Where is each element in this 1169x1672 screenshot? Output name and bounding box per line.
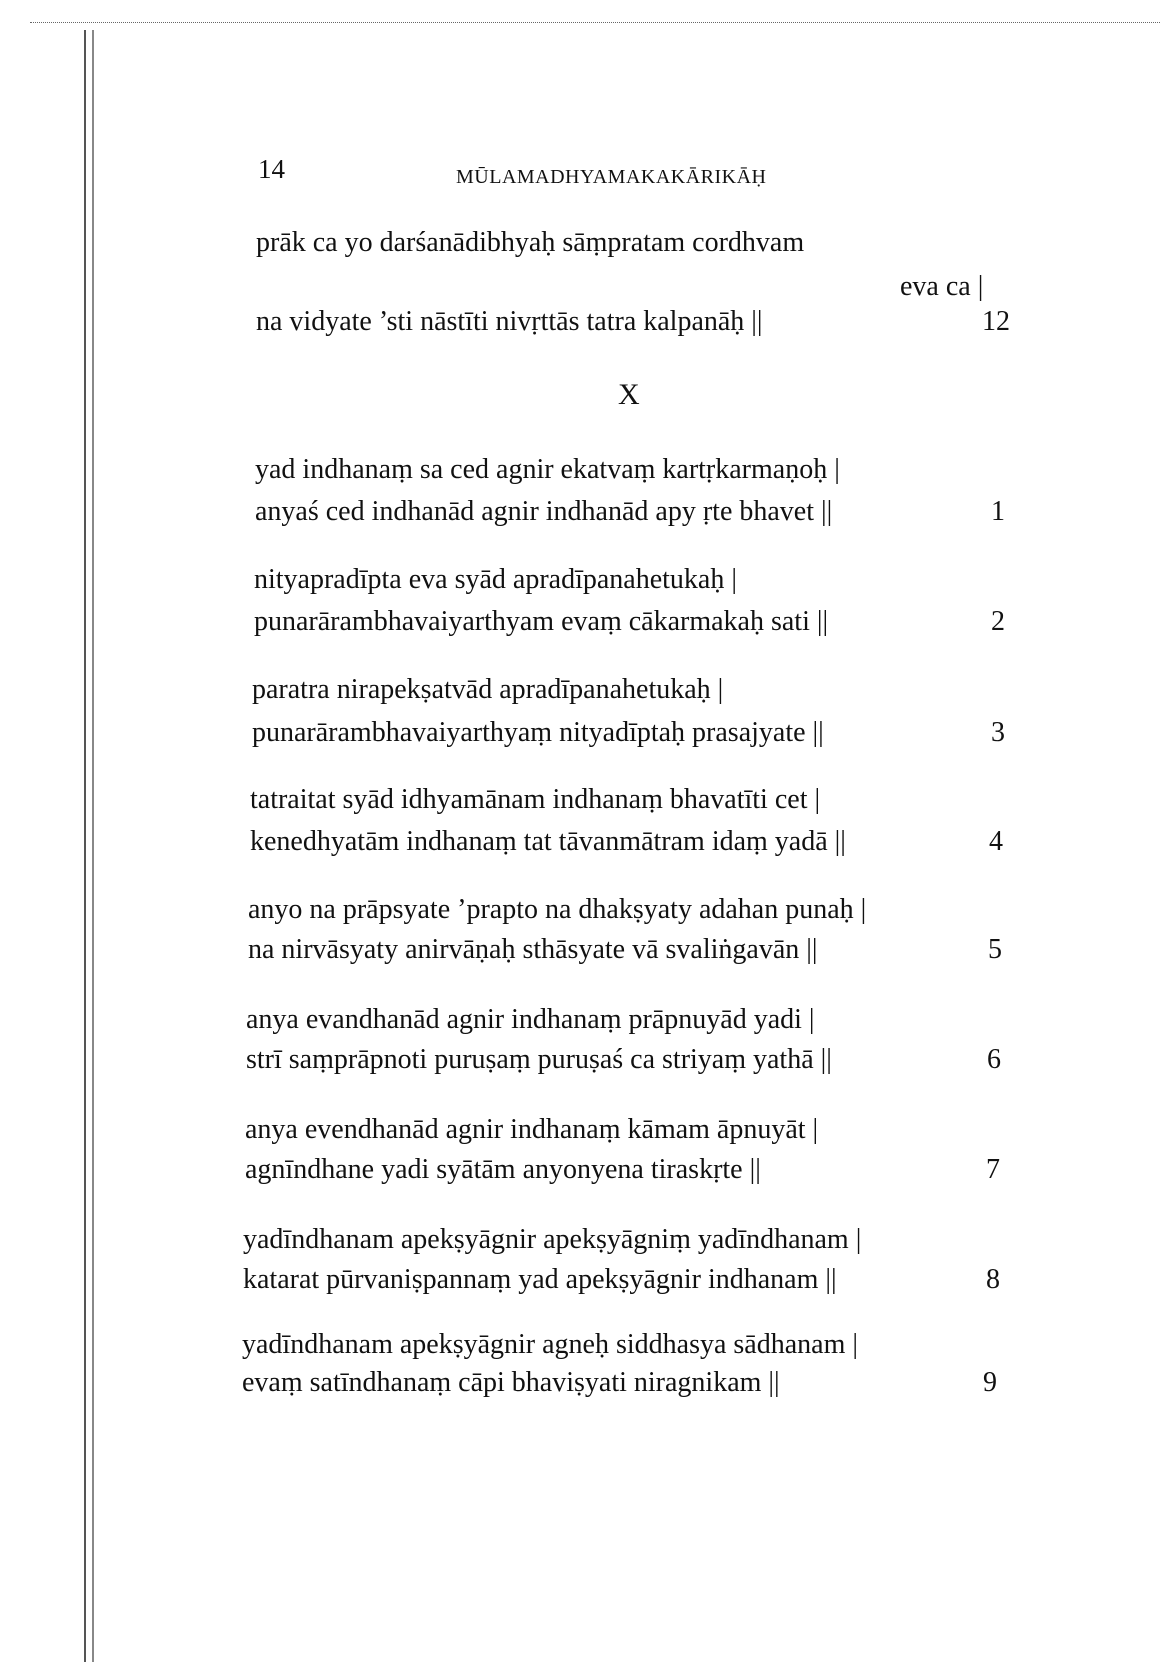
verse-number: 1 (991, 496, 1005, 527)
verse-line: katarat pūrvaniṣpannaṃ yad apekṣyāgnir indhanam || (243, 1264, 837, 1295)
verse-number: 9 (983, 1367, 997, 1398)
verse-line: strī saṃprāpnoti puruṣaṃ puruṣaś ca striyaṃ yathā || (246, 1044, 832, 1075)
verse-line: evaṃ satīndhanaṃ cāpi bhaviṣyati niragnikam || (242, 1367, 780, 1398)
verse-number: 4 (989, 826, 1003, 857)
verse-line: na vidyate ’sti nāstīti nivṛttās tatra kalpanāḥ || (256, 306, 763, 337)
verse-number: 6 (987, 1044, 1001, 1075)
page-number: 14 (258, 154, 285, 184)
verse-number: 8 (986, 1264, 1000, 1295)
chapter-heading: X (618, 378, 640, 411)
verse-line: paratra nirapekṣatvād apradīpanahetukaḥ | (252, 674, 724, 705)
verse-line: punarārambhavaiyarthyaṃ nityadīptaḥ prasajyate || (252, 717, 824, 748)
scan-margin-line (92, 30, 94, 1662)
verse-line: yad indhanaṃ sa ced agnir ekatvaṃ kartṛkarmaṇoḥ | (255, 454, 840, 485)
verse-line: kenedhyatām indhanaṃ tat tāvanmātram idaṃ yadā || (250, 826, 846, 857)
scan-margin-line (84, 30, 86, 1662)
verse-number: 3 (991, 717, 1005, 748)
verse-line: punarārambhavaiyarthyam evaṃ cākarmakaḥ sati || (254, 606, 829, 637)
running-title: MŪLAMADHYAMAKAKĀRIKĀḤ (456, 166, 767, 188)
verse-number: 7 (986, 1154, 1000, 1185)
verse-line: prāk ca yo darśanādibhyaḥ sāṃpratam cordhvam (256, 227, 805, 258)
verse-number: 5 (988, 934, 1002, 965)
scan-top-edge (30, 0, 1160, 23)
verse-line: nityapradīpta eva syād apradīpanahetukaḥ | (254, 564, 737, 595)
verse-line: anyaś ced indhanād agnir indhanād apy ṛte bhavet || (255, 496, 833, 527)
verse-line: tatraitat syād idhyamānam indhanaṃ bhavatīti cet | (250, 784, 821, 815)
verse-number: 2 (991, 606, 1005, 637)
verse-line: anya evandhanād agnir indhanaṃ prāpnuyād yadi | (246, 1004, 815, 1035)
verse-line: agnīndhane yadi syātām anyonyena tiraskṛte || (245, 1154, 761, 1185)
verse-number: 12 (982, 306, 1010, 337)
verse-line: anyo na prāpsyate ’prapto na dhakṣyaty adahan punaḥ | (248, 894, 867, 925)
verse-line: na nirvāsyaty anirvāṇaḥ sthāsyate vā svaliṅgavān || (248, 934, 818, 965)
verse-line: anya evendhanād agnir indhanaṃ kāmam āpnuyāt | (245, 1114, 819, 1145)
verse-line: yadīndhanam apekṣyāgnir agneḥ siddhasya sādhanam | (242, 1329, 858, 1360)
verse-line-continuation: eva ca | (900, 271, 984, 302)
verse-line: yadīndhanam apekṣyāgnir apekṣyāgniṃ yadīndhanam | (243, 1224, 862, 1255)
